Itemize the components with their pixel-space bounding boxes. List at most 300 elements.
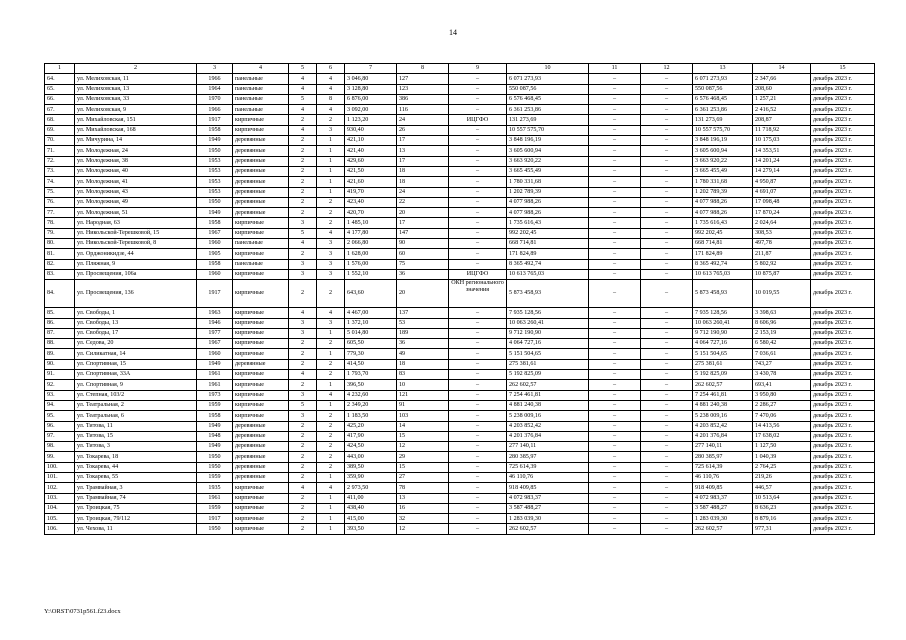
table-row	[45, 308, 875, 318]
status-cell: –	[449, 197, 507, 207]
cost-col-11-cell: –	[589, 84, 641, 94]
wall-material-cell: деревянные	[233, 166, 289, 176]
entrances-cell: 4	[317, 228, 345, 238]
area-cell: 5 014,80	[345, 328, 397, 338]
cost-col-13-cell: 6 576 468,45	[693, 94, 753, 104]
cost-col-12-cell: –	[641, 74, 693, 84]
cost-col-13-cell: 1 283 039,30	[693, 514, 753, 524]
table-row	[45, 249, 875, 259]
floors-cell: 2	[289, 115, 317, 125]
cost-col-12-cell: –	[641, 514, 693, 524]
row-number-cell: 65.	[45, 84, 75, 94]
status-cell: –	[449, 339, 507, 349]
residents-cell: 26	[397, 125, 449, 135]
entrances-cell: 8	[317, 94, 345, 104]
address-cell: ул. Токарева, 55	[75, 472, 197, 482]
cost-per-sqm-cell: 17 870,24	[753, 208, 811, 218]
residents-cell: 10	[397, 380, 449, 390]
cost-col-12-cell: –	[641, 177, 693, 187]
wall-material-cell: кирпичные	[233, 249, 289, 259]
status-cell: –	[449, 411, 507, 421]
header-cell: 15	[811, 64, 875, 74]
row-number-cell: 69.	[45, 125, 75, 135]
entrances-cell: 2	[317, 218, 345, 228]
row-number-cell: 75.	[45, 187, 75, 197]
area-cell: 425,20	[345, 421, 397, 431]
cost-total-cell: 4 072 983,37	[507, 493, 589, 503]
area-cell: 4 467,00	[345, 308, 397, 318]
row-number-cell: 95.	[45, 411, 75, 421]
area-cell: 4 177,80	[345, 228, 397, 238]
deadline-cell: декабрь 2023 г.	[811, 208, 875, 218]
status-cell: –	[449, 125, 507, 135]
cost-col-12-cell: –	[641, 84, 693, 94]
residents-cell: 123	[397, 84, 449, 94]
floors-cell: 2	[289, 514, 317, 524]
entrances-cell: 3	[317, 239, 345, 249]
entrances-cell: 2	[317, 280, 345, 308]
row-number-cell: 86.	[45, 318, 75, 328]
header-cell: 2	[75, 64, 197, 74]
status-cell: –	[449, 380, 507, 390]
cost-col-11-cell: –	[589, 208, 641, 218]
residents-cell: 36	[397, 339, 449, 349]
cost-per-sqm-cell: 4 950,87	[753, 177, 811, 187]
cost-total-cell: 1 780 331,68	[507, 177, 589, 187]
floors-cell: 2	[289, 146, 317, 156]
cost-total-cell: 1 735 616,43	[507, 218, 589, 228]
entrances-cell: 3	[317, 249, 345, 259]
cost-total-cell: 7 935 128,56	[507, 308, 589, 318]
cost-col-12-cell: –	[641, 156, 693, 166]
cost-col-13-cell: 8 365 492,74	[693, 259, 753, 269]
row-number-cell: 92.	[45, 380, 75, 390]
cost-total-cell: 668 714,81	[507, 239, 589, 249]
table-row	[45, 280, 875, 308]
status-cell: –	[449, 349, 507, 359]
cost-col-13-cell: 5 151 504,65	[693, 349, 753, 359]
wall-material-cell: кирпичные	[233, 349, 289, 359]
status-cell: –	[449, 166, 507, 176]
entrances-cell: 4	[317, 74, 345, 84]
cost-col-12-cell: –	[641, 339, 693, 349]
cost-col-13-cell: 171 824,89	[693, 249, 753, 259]
area-cell: 605,50	[345, 339, 397, 349]
cost-per-sqm-cell: 2 347,66	[753, 74, 811, 84]
table-row	[45, 115, 875, 125]
floors-cell: 3	[289, 390, 317, 400]
residents-cell: 20	[397, 208, 449, 218]
wall-material-cell: деревянные	[233, 136, 289, 146]
entrances-cell: 3	[317, 125, 345, 135]
deadline-cell: декабрь 2023 г.	[811, 166, 875, 176]
table-body	[45, 64, 875, 535]
entrances-cell: 1	[317, 136, 345, 146]
table-row	[45, 349, 875, 359]
year-built-cell: 1966	[197, 105, 233, 115]
year-built-cell: 1960	[197, 239, 233, 249]
cost-col-12-cell: –	[641, 452, 693, 462]
area-cell: 643,60	[345, 280, 397, 308]
residents-cell: 116	[397, 105, 449, 115]
area-cell: 415,00	[345, 514, 397, 524]
cost-per-sqm-cell: 2 416,52	[753, 105, 811, 115]
status-cell: –	[449, 400, 507, 410]
cost-col-12-cell: –	[641, 442, 693, 452]
deadline-cell: декабрь 2023 г.	[811, 370, 875, 380]
wall-material-cell: кирпичные	[233, 318, 289, 328]
cost-per-sqm-cell: 5 802,92	[753, 259, 811, 269]
deadline-cell: декабрь 2023 г.	[811, 359, 875, 369]
address-cell: ул. Титова, 11	[75, 421, 197, 431]
table-row	[45, 136, 875, 146]
year-built-cell: 1949	[197, 442, 233, 452]
wall-material-cell: деревянные	[233, 208, 289, 218]
area-cell: 3 092,00	[345, 105, 397, 115]
area-cell: 1 372,10	[345, 318, 397, 328]
table-row	[45, 269, 875, 279]
cost-col-13-cell: 3 848 196,19	[693, 136, 753, 146]
residents-cell: 12	[397, 524, 449, 534]
floors-cell: 2	[289, 166, 317, 176]
wall-material-cell: деревянные	[233, 472, 289, 482]
area-cell: 421,60	[345, 177, 397, 187]
status-cell: –	[449, 105, 507, 115]
table-header-row	[45, 64, 875, 74]
status-cell: –	[449, 483, 507, 493]
cost-total-cell: 5 873 458,93	[507, 280, 589, 308]
entrances-cell: 2	[317, 208, 345, 218]
floors-cell: 5	[289, 228, 317, 238]
table-row	[45, 411, 875, 421]
floors-cell: 2	[289, 249, 317, 259]
deadline-cell: декабрь 2023 г.	[811, 472, 875, 482]
cost-col-11-cell: –	[589, 514, 641, 524]
row-number-cell: 105.	[45, 514, 75, 524]
cost-total-cell: 3 587 488,27	[507, 503, 589, 513]
row-number-cell: 68.	[45, 115, 75, 125]
entrances-cell: 1	[317, 380, 345, 390]
cost-total-cell: 6 361 253,86	[507, 105, 589, 115]
status-cell: –	[449, 472, 507, 482]
address-cell: ул. Никольской-Терешковой, 15	[75, 228, 197, 238]
year-built-cell: 1970	[197, 94, 233, 104]
residents-cell: 15	[397, 431, 449, 441]
address-cell: ул. Молодежная, 38	[75, 156, 197, 166]
status-cell: –	[449, 452, 507, 462]
floors-cell: 2	[289, 177, 317, 187]
cost-total-cell: 725 614,39	[507, 462, 589, 472]
cost-col-12-cell: –	[641, 308, 693, 318]
wall-material-cell: деревянные	[233, 462, 289, 472]
cost-col-12-cell: –	[641, 370, 693, 380]
wall-material-cell: кирпичные	[233, 328, 289, 338]
address-cell: ул. Свободы, 1	[75, 308, 197, 318]
table-row	[45, 524, 875, 534]
address-cell: ул. Токарева, 44	[75, 462, 197, 472]
entrances-cell: 2	[317, 462, 345, 472]
status-cell: –	[449, 359, 507, 369]
residents-cell: 137	[397, 308, 449, 318]
cost-col-11-cell: –	[589, 280, 641, 308]
status-cell: –	[449, 74, 507, 84]
row-number-cell: 98.	[45, 442, 75, 452]
residents-cell: 49	[397, 349, 449, 359]
cost-col-12-cell: –	[641, 187, 693, 197]
entrances-cell: 2	[317, 431, 345, 441]
cost-total-cell: 550 087,56	[507, 84, 589, 94]
cost-per-sqm-cell: 2 024,64	[753, 218, 811, 228]
year-built-cell: 1959	[197, 400, 233, 410]
cost-col-11-cell: –	[589, 105, 641, 115]
cost-col-11-cell: –	[589, 187, 641, 197]
cost-col-13-cell: 992 202,45	[693, 228, 753, 238]
cost-col-11-cell: –	[589, 431, 641, 441]
residents-cell: 386	[397, 94, 449, 104]
deadline-cell: декабрь 2023 г.	[811, 228, 875, 238]
status-cell: –	[449, 308, 507, 318]
row-number-cell: 102.	[45, 483, 75, 493]
residents-cell: 78	[397, 483, 449, 493]
row-number-cell: 90.	[45, 359, 75, 369]
year-built-cell: 1959	[197, 472, 233, 482]
residents-cell: 17	[397, 156, 449, 166]
year-built-cell: 1950	[197, 197, 233, 207]
cost-col-11-cell: –	[589, 349, 641, 359]
cost-per-sqm-cell: 446,57	[753, 483, 811, 493]
deadline-cell: декабрь 2023 г.	[811, 156, 875, 166]
cost-per-sqm-cell: 2 153,19	[753, 328, 811, 338]
header-cell: 5	[289, 64, 317, 74]
residents-cell: 90	[397, 239, 449, 249]
row-number-cell: 100.	[45, 462, 75, 472]
row-number-cell: 71.	[45, 146, 75, 156]
cost-col-11-cell: –	[589, 259, 641, 269]
cost-col-12-cell: –	[641, 421, 693, 431]
year-built-cell: 1953	[197, 156, 233, 166]
cost-col-13-cell: 5 238 009,16	[693, 411, 753, 421]
cost-col-11-cell: –	[589, 493, 641, 503]
wall-material-cell: кирпичные	[233, 228, 289, 238]
table-row	[45, 472, 875, 482]
year-built-cell: 1966	[197, 74, 233, 84]
row-number-cell: 70.	[45, 136, 75, 146]
cost-total-cell: 275 381,61	[507, 359, 589, 369]
cost-total-cell: 918 409,85	[507, 483, 589, 493]
floors-cell: 3	[289, 318, 317, 328]
row-number-cell: 88.	[45, 339, 75, 349]
row-number-cell: 74.	[45, 177, 75, 187]
area-cell: 3 128,80	[345, 84, 397, 94]
row-number-cell: 84.	[45, 280, 75, 308]
row-number-cell: 80.	[45, 239, 75, 249]
cost-col-12-cell: –	[641, 208, 693, 218]
wall-material-cell: кирпичные	[233, 125, 289, 135]
cost-col-13-cell: 4 203 852,42	[693, 421, 753, 431]
deadline-cell: декабрь 2023 г.	[811, 524, 875, 534]
cost-col-11-cell: –	[589, 328, 641, 338]
entrances-cell: 2	[317, 442, 345, 452]
cost-per-sqm-cell: 11 718,92	[753, 125, 811, 135]
status-cell: –	[449, 318, 507, 328]
wall-material-cell: кирпичные	[233, 269, 289, 279]
area-cell: 421,10	[345, 136, 397, 146]
year-built-cell: 1960	[197, 269, 233, 279]
area-cell: 419,70	[345, 187, 397, 197]
cost-col-12-cell: –	[641, 349, 693, 359]
year-built-cell: 1953	[197, 166, 233, 176]
residents-cell: 17	[397, 136, 449, 146]
cost-total-cell: 6 576 468,45	[507, 94, 589, 104]
cost-per-sqm-cell: 17 638,02	[753, 431, 811, 441]
status-cell: –	[449, 390, 507, 400]
floors-cell: 5	[289, 400, 317, 410]
residents-cell: 83	[397, 370, 449, 380]
cost-col-13-cell: 4 077 988,26	[693, 197, 753, 207]
cost-col-11-cell: –	[589, 166, 641, 176]
year-built-cell: 1961	[197, 370, 233, 380]
cost-col-13-cell: 4 881 240,38	[693, 400, 753, 410]
cost-per-sqm-cell: 8 606,96	[753, 318, 811, 328]
table-row	[45, 493, 875, 503]
row-number-cell: 76.	[45, 197, 75, 207]
area-cell: 1 576,00	[345, 259, 397, 269]
cost-col-13-cell: 262 602,57	[693, 380, 753, 390]
cost-col-11-cell: –	[589, 370, 641, 380]
wall-material-cell: кирпичные	[233, 370, 289, 380]
residents-cell: 75	[397, 259, 449, 269]
area-cell: 421,40	[345, 146, 397, 156]
address-cell: ул. Театральная, 6	[75, 411, 197, 421]
status-cell: –	[449, 177, 507, 187]
area-cell: 389,50	[345, 462, 397, 472]
table-row	[45, 431, 875, 441]
year-built-cell: 1973	[197, 390, 233, 400]
row-number-cell: 81.	[45, 249, 75, 259]
cost-col-13-cell: 725 614,39	[693, 462, 753, 472]
deadline-cell: декабрь 2023 г.	[811, 146, 875, 156]
cost-total-cell: 3 605 600,94	[507, 146, 589, 156]
address-cell: ул. Трамвайная, 74	[75, 493, 197, 503]
entrances-cell: 2	[317, 339, 345, 349]
cost-col-12-cell: –	[641, 524, 693, 534]
year-built-cell: 1977	[197, 328, 233, 338]
floors-cell: 4	[289, 74, 317, 84]
entrances-cell: 2	[317, 197, 345, 207]
address-cell: ул. Токарева, 18	[75, 452, 197, 462]
wall-material-cell: кирпичные	[233, 280, 289, 308]
cost-col-12-cell: –	[641, 218, 693, 228]
header-cell: 14	[753, 64, 811, 74]
row-number-cell: 94.	[45, 400, 75, 410]
cost-per-sqm-cell: 308,53	[753, 228, 811, 238]
floors-cell: 2	[289, 380, 317, 390]
year-built-cell: 1948	[197, 431, 233, 441]
cost-col-13-cell: 4 077 988,26	[693, 208, 753, 218]
table-row	[45, 483, 875, 493]
residents-cell: 32	[397, 514, 449, 524]
cost-col-11-cell: –	[589, 472, 641, 482]
table-row	[45, 156, 875, 166]
cost-col-12-cell: –	[641, 390, 693, 400]
cost-col-13-cell: 275 381,61	[693, 359, 753, 369]
cost-col-13-cell: 7 935 128,56	[693, 308, 753, 318]
cost-col-11-cell: –	[589, 218, 641, 228]
area-cell: 1 183,50	[345, 411, 397, 421]
deadline-cell: декабрь 2023 г.	[811, 514, 875, 524]
address-cell: ул. Титова, 15	[75, 431, 197, 441]
floors-cell: 5	[289, 94, 317, 104]
cost-col-12-cell: –	[641, 269, 693, 279]
status-cell: ИЦГФО	[449, 269, 507, 279]
housing-table	[44, 63, 875, 535]
status-cell: –	[449, 442, 507, 452]
cost-col-12-cell: –	[641, 239, 693, 249]
deadline-cell: декабрь 2023 г.	[811, 115, 875, 125]
table-row	[45, 146, 875, 156]
cost-per-sqm-cell: 14 413,56	[753, 421, 811, 431]
row-number-cell: 96.	[45, 421, 75, 431]
deadline-cell: декабрь 2023 г.	[811, 187, 875, 197]
wall-material-cell: кирпичные	[233, 400, 289, 410]
table-row	[45, 105, 875, 115]
residents-cell: 14	[397, 421, 449, 431]
address-cell: ул. Молодежная, 40	[75, 166, 197, 176]
deadline-cell: декабрь 2023 г.	[811, 84, 875, 94]
area-cell: 420,70	[345, 208, 397, 218]
row-number-cell: 67.	[45, 105, 75, 115]
entrances-cell: 3	[317, 269, 345, 279]
cost-col-12-cell: –	[641, 359, 693, 369]
wall-material-cell: кирпичные	[233, 115, 289, 125]
cost-total-cell: 4 881 240,38	[507, 400, 589, 410]
cost-col-12-cell: –	[641, 259, 693, 269]
deadline-cell: декабрь 2023 г.	[811, 503, 875, 513]
entrances-cell: 2	[317, 452, 345, 462]
residents-cell: 18	[397, 177, 449, 187]
row-number-cell: 103.	[45, 493, 75, 503]
status-cell: –	[449, 218, 507, 228]
deadline-cell: декабрь 2023 г.	[811, 411, 875, 421]
address-cell: ул. Михайловская, 168	[75, 125, 197, 135]
cost-col-12-cell: –	[641, 115, 693, 125]
cost-total-cell: 10 613 765,03	[507, 269, 589, 279]
entrances-cell: 4	[317, 308, 345, 318]
year-built-cell: 1917	[197, 280, 233, 308]
cost-col-11-cell: –	[589, 503, 641, 513]
table-row	[45, 380, 875, 390]
residents-cell: 18	[397, 359, 449, 369]
header-cell: 7	[345, 64, 397, 74]
address-cell: ул. Орджоникидзе, 44	[75, 249, 197, 259]
row-number-cell: 66.	[45, 94, 75, 104]
area-cell: 2 973,50	[345, 483, 397, 493]
cost-col-12-cell: –	[641, 380, 693, 390]
year-built-cell: 1949	[197, 136, 233, 146]
cost-per-sqm-cell: 7 036,61	[753, 349, 811, 359]
wall-material-cell: кирпичные	[233, 483, 289, 493]
residents-cell: 20	[397, 280, 449, 308]
address-cell: ул. Мелиховская, 13	[75, 84, 197, 94]
cost-col-13-cell: 10 063 260,41	[693, 318, 753, 328]
cost-col-11-cell: –	[589, 269, 641, 279]
cost-col-13-cell: 3 605 600,94	[693, 146, 753, 156]
deadline-cell: декабрь 2023 г.	[811, 308, 875, 318]
residents-cell: 103	[397, 411, 449, 421]
status-cell: –	[449, 239, 507, 249]
table-row	[45, 125, 875, 135]
cost-col-13-cell: 550 087,56	[693, 84, 753, 94]
